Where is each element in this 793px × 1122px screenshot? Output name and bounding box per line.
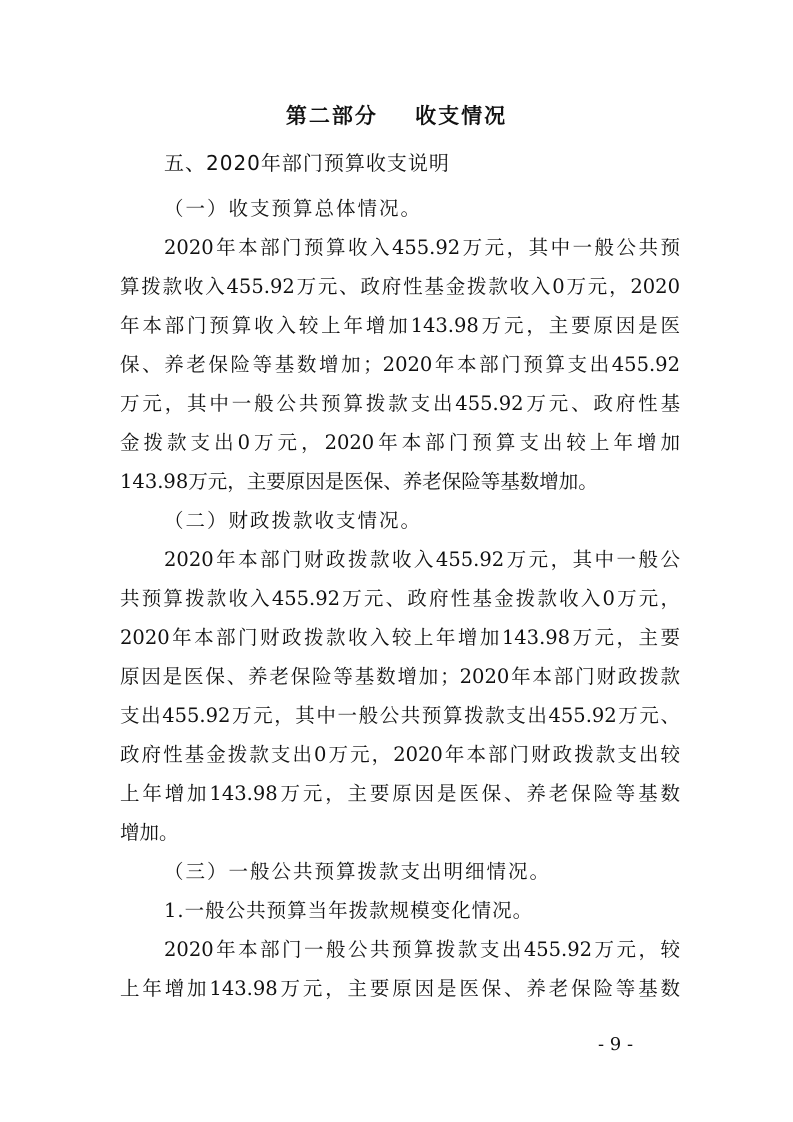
paragraph-line: 143.98万元，主要原因是医保、养老保险等基数增加。 [120,470,598,493]
page-number: - 9 - [598,1034,634,1055]
paragraph-line: 算拨款收入455.92万元、政府性基金拨款收入0万元，2020 [120,275,680,298]
item-heading-1: 1.一般公共预算当年拨款规模变化情况。 [164,899,534,922]
subsection-heading-3: （三）一般公共预算拨款支出明细情况。 [164,860,552,883]
paragraph-line: 保、养老保险等基数增加；2020年本部门预算支出455.92 [120,353,680,376]
paragraph-line: 增加。 [120,821,179,844]
section-heading: 五、2020年部门预算收支说明 [164,151,450,175]
paragraph-line: 上年增加143.98万元，主要原因是医保、养老保险等基数 [120,782,680,805]
paragraph-line: 2020年本部门一般公共预算拨款支出455.92万元，较 [164,938,680,961]
paragraph-line: 万元，其中一般公共预算拨款支出455.92万元、政府性基 [120,392,680,415]
part-title: 第二部分 收支情况 [285,104,508,128]
paragraph-line: 金拨款支出0万元，2020年本部门预算支出较上年增加 [120,431,680,454]
paragraph-line: 2020年本部门预算收入455.92万元，其中一般公共预 [164,236,680,259]
paragraph-line: 2020年本部门财政拨款收入455.92万元，其中一般公 [164,548,680,571]
paragraph-line: 支出455.92万元，其中一般公共预算拨款支出455.92万元、 [120,704,680,727]
paragraph-line: 年本部门预算收入较上年增加143.98万元，主要原因是医 [120,314,680,337]
subsection-heading-2: （二）财政拨款收支情况。 [164,509,423,532]
paragraph-line: 政府性基金拨款支出0万元，2020年本部门财政拨款支出较 [120,743,680,766]
paragraph-line: 原因是医保、养老保险等基数增加；2020年本部门财政拨款 [120,665,680,688]
paragraph-line: 共预算拨款收入455.92万元、政府性基金拨款收入0万元， [120,587,680,610]
paragraph-line: 上年增加143.98万元，主要原因是医保、养老保险等基数 [120,977,680,1000]
subsection-heading-1: （一）收支预算总体情况。 [164,197,423,220]
paragraph-line: 2020年本部门财政拨款收入较上年增加143.98万元，主要 [120,626,680,649]
